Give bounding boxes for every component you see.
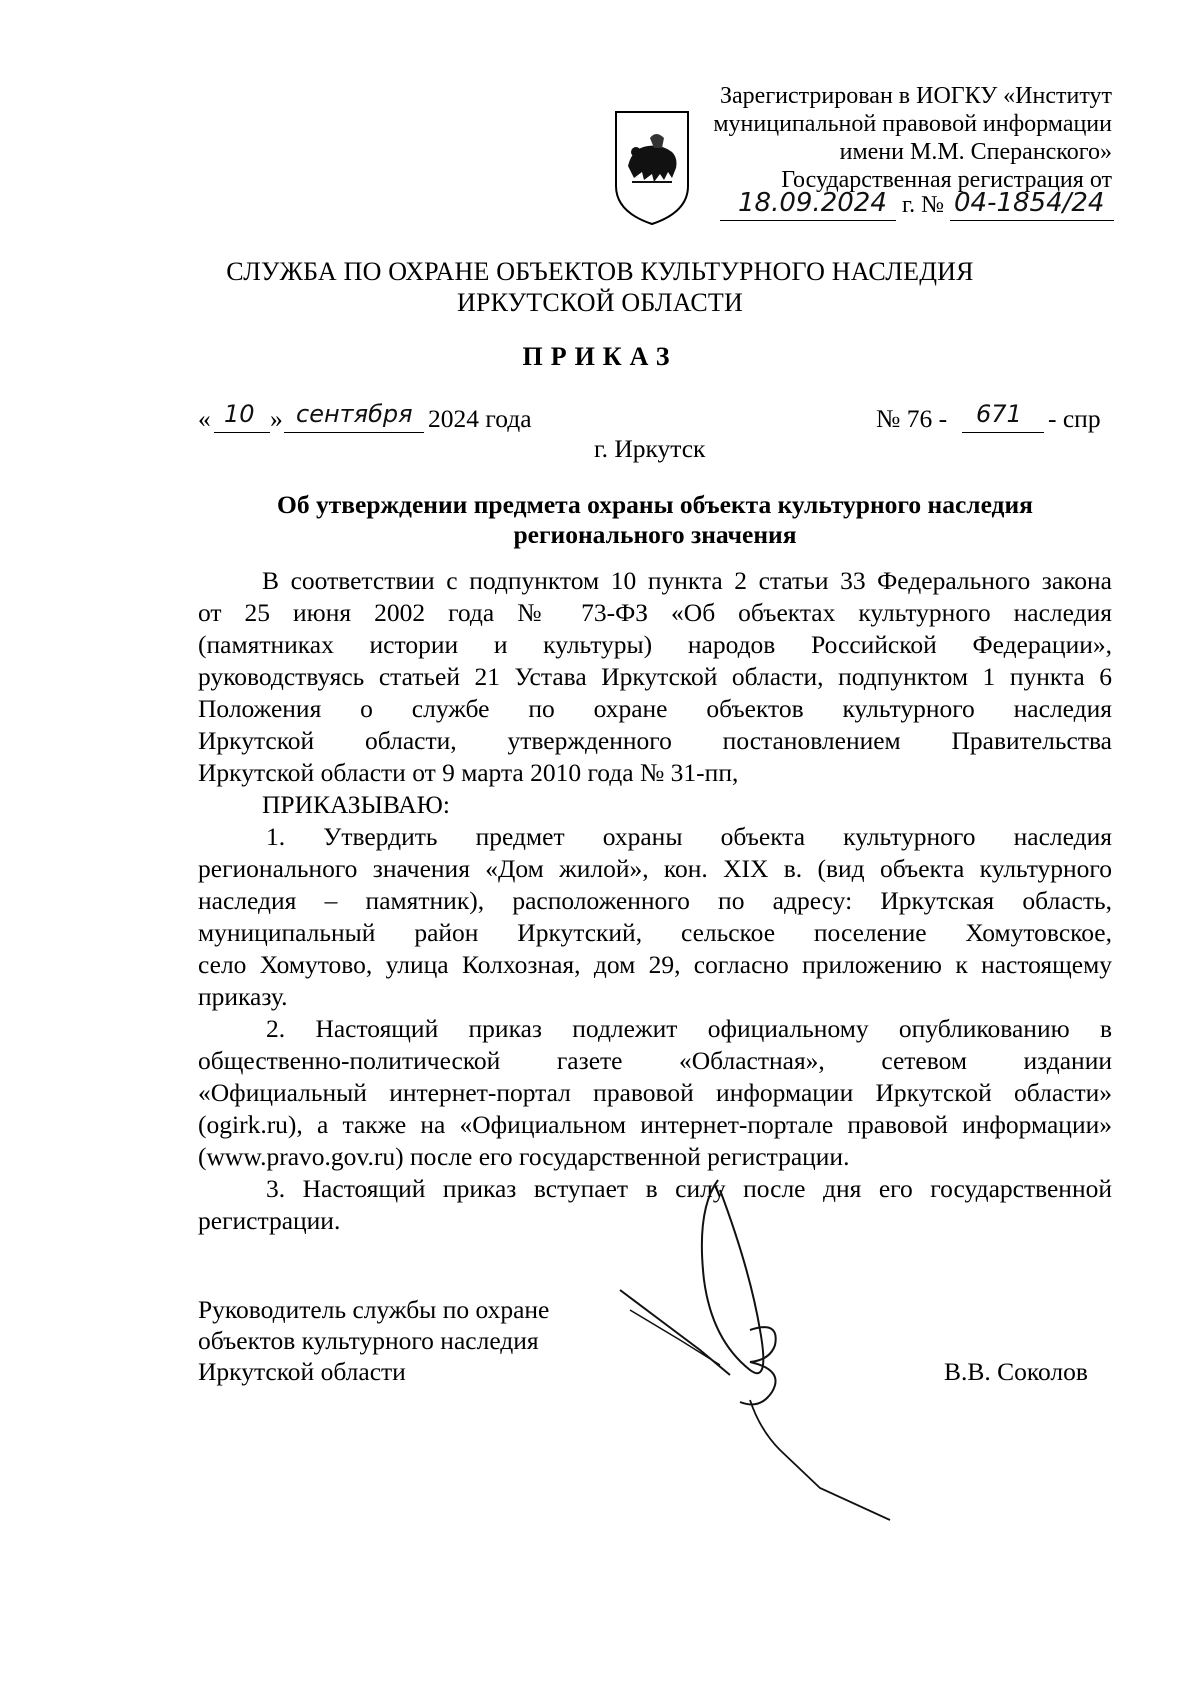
item-2-line: (ogirk.ru), а также на «Официальном интернет-портале правовой информации» [198, 1110, 1112, 1139]
organization-name-line-2: ИРКУТСКОЙ ОБЛАСТИ [456, 288, 743, 317]
day-underline [214, 432, 270, 433]
registration-line-3: имени М.М. Сперанского» [839, 139, 1112, 165]
date-quote-open: « [198, 404, 211, 433]
item-3-line: 3. Настоящий приказ вступает в силу после дня его государственной [266, 1174, 1112, 1203]
preamble-line: Иркутской области от 9 марта 2010 года № 31-пп, [198, 758, 739, 787]
preamble-line: Иркутской области, утвержденного постановлением Правительства [198, 726, 1112, 755]
order-subject-line-2: регионального значения [513, 520, 797, 549]
order-number-underline [962, 432, 1044, 433]
signatory-name: В.В. Соколов [944, 1357, 1088, 1386]
registration-number-label: г. № [902, 192, 945, 218]
signatory-title [198, 1294, 549, 1387]
registration-date-handwritten: 18.09.2024 [738, 188, 887, 218]
preamble-line: Положения о службе по охране объектов культурного наследия [198, 694, 1112, 723]
registration-stamp [713, 82, 1112, 194]
item-1-line: 1. Утвердить предмет охраны объекта культурного наследия [266, 822, 1112, 851]
item-2-line: (www.pravo.gov.ru) после его государственной регистрации. [198, 1142, 850, 1171]
order-number-suffix: - спр [1048, 404, 1101, 433]
order-number-handwritten: 671 [976, 400, 1022, 428]
item-2-line: 2. Настоящий приказ подлежит официальному опубликованию в [266, 1014, 1112, 1043]
month-underline [284, 432, 424, 433]
item-1-line: муниципальный район Иркутский, сельское поселение Хомутовское, [198, 918, 1112, 947]
handwritten-signature [600, 1170, 920, 1530]
organization-name-line-1: СЛУЖБА ПО ОХРАНЕ ОБЪЕКТОВ КУЛЬТУРНОГО НАСЛЕДИЯ [226, 257, 974, 286]
month-handwritten: сентября [296, 400, 413, 428]
registration-number-handwritten: 04-1854/24 [954, 188, 1105, 218]
item-2-line: «Официальный интернет-портал правовой информации Иркутской области» [198, 1078, 1112, 1107]
day-handwritten: 10 [224, 400, 255, 428]
coat-of-arms-emblem [612, 108, 692, 228]
order-city: г. Иркутск [594, 434, 706, 463]
order-year: 2024 года [428, 404, 532, 433]
document-type-title: ПРИКАЗ [522, 342, 678, 371]
signatory-title-line-2: объектов культурного наследия [198, 1326, 539, 1355]
item-1-line: село Хомутово, улица Колхозная, дом 29, согласно приложению к настоящему [198, 950, 1112, 979]
registration-date-underline [720, 220, 896, 221]
order-number-prefix: № 76 - [876, 404, 948, 433]
item-1-line: регионального значения «Дом жилой», кон. XIX в. (вид объекта культурного [198, 854, 1112, 883]
order-subject [200, 490, 1110, 550]
organization-name [0, 256, 1200, 318]
registration-number-underline [950, 220, 1114, 221]
item-1-line: наследия – памятник), расположенного по адресу: Иркутская область, [198, 886, 1112, 915]
item-2-line: общественно-политической газете «Областная», сетевом издании [198, 1046, 1112, 1075]
date-quote-close: » [270, 404, 283, 433]
registration-line-1: Зарегистрирован в ИОГКУ «Институт [719, 83, 1112, 109]
preamble-line: руководствуясь статьей 21 Устава Иркутской области, подпунктом 1 пункта 6 [198, 662, 1112, 691]
registration-line-4: Государственная регистрация от [781, 167, 1112, 193]
preamble-line: (памятниках истории и культуры) народов Российской Федерации», [198, 630, 1112, 659]
order-word: ПРИКАЗЫВАЮ: [262, 790, 450, 819]
preamble-line: от 25 июня 2002 года № 73-ФЗ «Об объектах культурного наследия [198, 598, 1112, 627]
preamble-line: В соответствии с подпунктом 10 пункта 2 статьи 33 Федерального закона [262, 566, 1112, 595]
item-3-line: регистрации. [198, 1206, 341, 1235]
registration-line-2: муниципальной правовой информации [713, 111, 1112, 137]
signatory-title-line-3: Иркутской области [198, 1357, 406, 1386]
item-1-line: приказу. [198, 982, 288, 1011]
order-subject-line-1: Об утверждении предмета охраны объекта культурного наследия [277, 490, 1033, 519]
signatory-title-line-1: Руководитель службы по охране [198, 1295, 550, 1324]
